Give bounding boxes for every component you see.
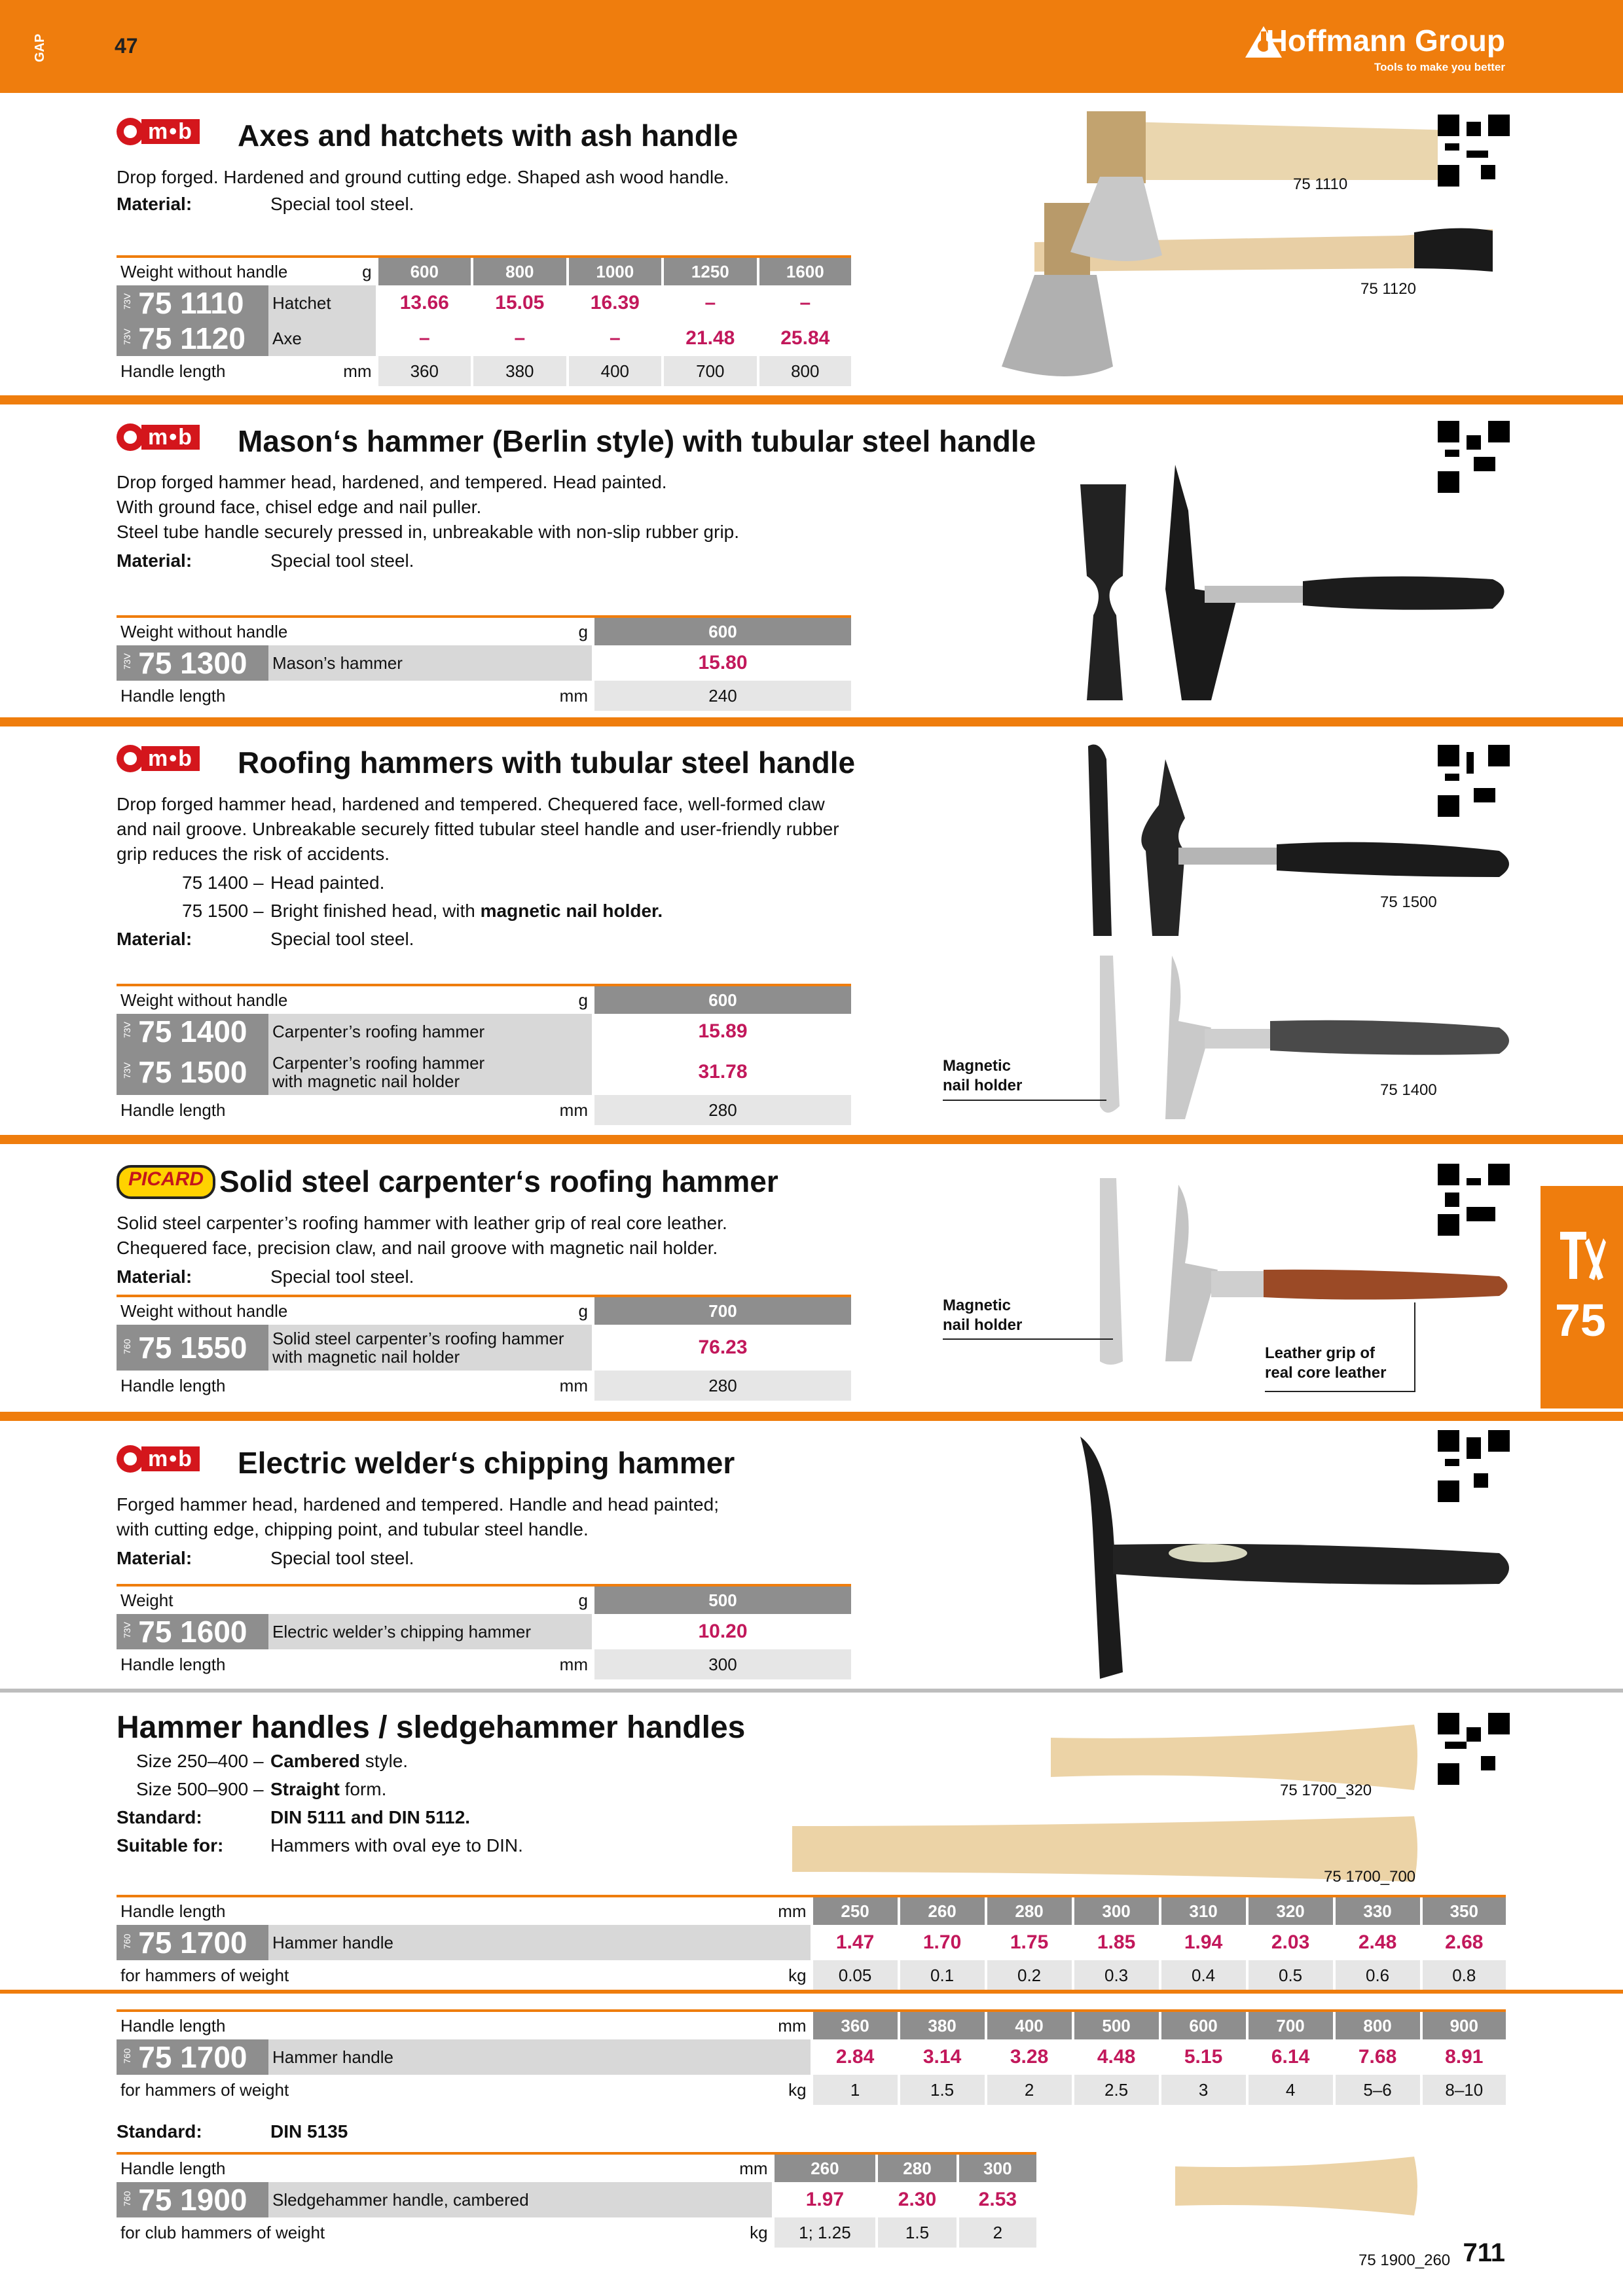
section-divider bbox=[0, 395, 1623, 404]
qr-code-icon bbox=[1438, 421, 1510, 493]
callout-magnetic: Magnetic nail holder bbox=[943, 1057, 1023, 1094]
material-roofing: Material: Special tool steel. bbox=[117, 929, 414, 949]
table-mason: Weight without handle g 600 73V 75 1300 Mason’s hammer 15.80 Handle length mm 240 bbox=[117, 615, 851, 711]
callout-leather: Leather grip of real core leather bbox=[1265, 1344, 1387, 1382]
size-straight: Size 500–900 – Straight form. bbox=[136, 1779, 387, 1799]
material-mason: Material: Special tool steel. bbox=[117, 550, 414, 571]
caption-751500: 75 1500 bbox=[1380, 893, 1437, 911]
table-row: 73V 75 1300 Mason’s hammer 15.80 bbox=[117, 645, 851, 681]
standard-din5135: Standard: DIN 5135 bbox=[117, 2121, 348, 2142]
mb-brand-logo: m•b bbox=[117, 422, 200, 452]
callout-line bbox=[1414, 1302, 1415, 1392]
section-divider bbox=[0, 1990, 1623, 1994]
table-row: 73V 75 1600 Electric welder’s chipping hammer 10.20 bbox=[117, 1614, 851, 1649]
caption-751110: 75 1110 bbox=[1293, 175, 1348, 193]
section-title-roofing: Roofing hammers with tubular steel handle bbox=[238, 745, 856, 780]
section-divider bbox=[0, 1412, 1623, 1421]
callout-line bbox=[943, 1100, 1106, 1101]
brand-tagline: Tools to make you better bbox=[1374, 61, 1505, 73]
table-row: 760 75 1700 Hammer handle 1.47 1.70 1.75 1.85 1.94 2.03 2.48 2.68 bbox=[117, 1925, 1506, 1960]
material-solid: Material: Special tool steel. bbox=[117, 1266, 414, 1287]
caption-handle-1900: 75 1900_260 bbox=[1359, 2251, 1451, 2269]
callout-line bbox=[943, 1338, 1113, 1340]
chapter-number: 75 bbox=[1555, 1295, 1606, 1346]
brand-text: Hoffmann Group bbox=[1266, 24, 1505, 58]
table-row: 73V 75 1110 Hatchet 13.66 15.05 16.39 – – bbox=[117, 285, 851, 321]
caption-751400: 75 1400 bbox=[1380, 1081, 1437, 1099]
table-handles-3: Handle length mm 260 280 300 760 75 1900 Sledgehammer handle, cambered 1.97 2.30 2.53 for club hammers of weight kg 1; 1.25 1.5 2 bbox=[117, 2152, 1036, 2248]
table-handles-2: Handle length mm 360 380 400 500 600 700 800 900 760 75 1700 Hammer handle 2.84 3.14 3.28 4.48 5.15 6.14 7.68 8.91 for hammers of weight kg 1 1.5 2 2.5 3 4 5–6 8–10 bbox=[117, 2009, 1506, 2105]
table-solid: Weight without handle g 700 760 75 1550 Solid steel carpenter’s roofing hammer with magnetic nail holder 76.23 Handle length mm 280 bbox=[117, 1295, 851, 1401]
table-row: 760 75 1700 Hammer handle 2.84 3.14 3.28 4.48 5.15 6.14 7.68 8.91 bbox=[117, 2039, 1506, 2075]
material-welder: Material: Special tool steel. bbox=[117, 1548, 414, 1568]
page-number: 711 bbox=[1463, 2238, 1505, 2267]
weight-label: Weight without handle bbox=[117, 257, 310, 285]
qr-code-icon bbox=[1438, 1164, 1510, 1236]
size-cambered: Size 250–400 – Cambered style. bbox=[136, 1751, 409, 1771]
variant-751400: 75 1400 – Head painted. bbox=[182, 872, 385, 893]
section-title-handles: Hammer handles / sledgehammer handles bbox=[117, 1710, 746, 1745]
variant-751500: 75 1500 – Bright finished head, with magnetic nail holder. bbox=[182, 901, 663, 921]
desc-solid: Solid steel carpenter’s roofing hammer with leather grip of real core leather. Chequered face, precision claw, and nail groove with magnetic nail holder. bbox=[117, 1213, 727, 1258]
standard-handles: Standard: DIN 5111 and DIN 5112. bbox=[117, 1807, 471, 1827]
mb-brand-logo: m•b bbox=[117, 117, 200, 147]
caption-handle-700: 75 1700_700 bbox=[1324, 1868, 1416, 1886]
section-title-mason: Mason‘s hammer (Berlin style) with tubular steel handle bbox=[238, 424, 1036, 458]
callout-line bbox=[1265, 1391, 1415, 1392]
picard-brand-logo: PICARD bbox=[117, 1165, 215, 1199]
desc-axes: Drop forged. Hardened and ground cutting edge. Shaped ash wood handle. bbox=[117, 167, 729, 187]
table-row: 760 75 1900 Sledgehammer handle, cambered 1.97 2.30 2.53 bbox=[117, 2182, 1036, 2217]
axe-image bbox=[903, 105, 1493, 393]
mb-brand-logo: m•b bbox=[117, 744, 200, 774]
table-row: 73V 75 1120 Axe – – – 21.48 25.84 bbox=[117, 321, 851, 356]
table-row: 73V 75 1400 Carpenter’s roofing hammer 15.89 bbox=[117, 1014, 851, 1049]
hammer-tool-icon bbox=[1560, 1232, 1606, 1284]
caption-751120: 75 1120 bbox=[1360, 280, 1416, 298]
table-axes: Weight without handle g 600 800 1000 1250 1600 73V 75 1110 Hatchet 13.66 15.05 16.39 – – 73V 75 1120 Axe – – – 21.48 25.84 Handle length mm 360 380 400 700 800 bbox=[117, 255, 851, 386]
callout-magnetic: Magnetic nail holder bbox=[943, 1297, 1023, 1334]
desc-welder: Forged hammer head, hardened and tempered. Handle and head painted; with cutting edge, chipping point, and tubular steel handle. bbox=[117, 1494, 719, 1539]
section-title-axes: Axes and hatchets with ash handle bbox=[238, 118, 739, 152]
section-divider bbox=[0, 1689, 1623, 1693]
page-ref: 47 bbox=[115, 34, 138, 58]
desc-roofing: Drop forged hammer head, hardened and tempered. Chequered face, well-formed claw and nail groove. Unbreakable securely fitted tubular steel handle and user-friendly rubber grip reduces the risk of accidents. bbox=[117, 794, 839, 864]
desc-mason: Drop forged hammer head, hardened, and tempered. Head painted. With ground face, chisel edge and nail puller. Steel tube handle securely pressed in, unbreakable with non-slip rubber grip. bbox=[117, 472, 740, 542]
section-title-solid: Solid steel carpenter‘s roofing hammer bbox=[219, 1164, 778, 1198]
brand-name bbox=[1266, 23, 1505, 74]
section-divider bbox=[0, 1135, 1623, 1144]
qr-code-icon bbox=[1438, 1713, 1510, 1785]
qr-code-icon bbox=[1438, 115, 1510, 187]
qr-code-icon bbox=[1438, 1430, 1510, 1502]
handle-1900-image bbox=[1172, 2153, 1421, 2219]
suitable-handles: Suitable for: Hammers with oval eye to DIN. bbox=[117, 1835, 523, 1856]
header-bar bbox=[0, 0, 1623, 93]
section-title-welder: Electric welder‘s chipping hammer bbox=[238, 1446, 735, 1480]
mason-hammer-image bbox=[1074, 458, 1519, 707]
material-axes: Material: Special tool steel. bbox=[117, 194, 414, 214]
table-handles-1: Handle length mm 250 260 280 300 310 320 330 350 760 75 1700 Hammer handle 1.47 1.70 1.75 1.85 1.94 2.03 2.48 2.68 for hammers of weight kg 0.05 0.1 0.2 0.3 0.4 0.5 0.6 0.8 bbox=[117, 1895, 1506, 1990]
mb-brand-logo: m•b bbox=[117, 1444, 200, 1474]
qr-code-icon bbox=[1438, 745, 1510, 817]
section-divider bbox=[0, 717, 1623, 726]
table-row: 73V 75 1500 Carpenter’s roofing hammer with magnetic nail holder 31.78 bbox=[117, 1049, 851, 1095]
table-roofing: Weight without handle g 600 73V 75 1400 Carpenter’s roofing hammer 15.89 73V 75 1500 Carpenter’s roofing hammer with magnetic nail holder 31.78 Handle length mm 280 bbox=[117, 984, 851, 1125]
table-welder: Weight g 500 73V 75 1600 Electric welder’s chipping hammer 10.20 Handle length mm 300 bbox=[117, 1584, 851, 1679]
table-row: 760 75 1550 Solid steel carpenter’s roofing hammer with magnetic nail holder 76.23 bbox=[117, 1325, 851, 1371]
catalog-code: GAP bbox=[33, 33, 47, 62]
chapter-tab bbox=[1541, 1186, 1623, 1408]
caption-handle-320: 75 1700_320 bbox=[1280, 1782, 1372, 1799]
